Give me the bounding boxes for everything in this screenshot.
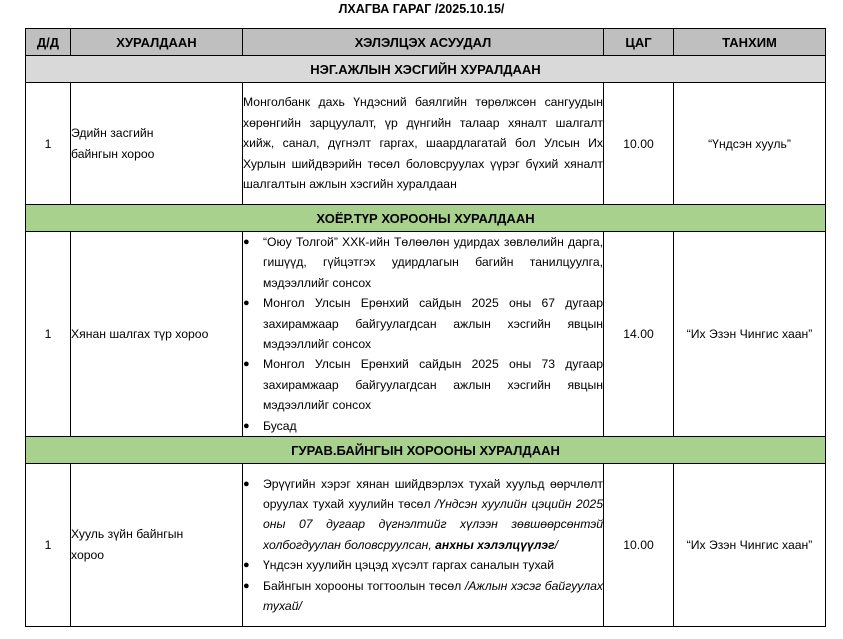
header-room: ТАНХИМ	[674, 29, 826, 56]
agenda-item-note: /Ажлын хэсэг байгуулах тухай/	[263, 578, 604, 614]
bullet-icon: ●	[243, 419, 250, 432]
meeting-name	[71, 464, 243, 627]
table-row	[26, 232, 826, 437]
page-title: ЛХАГВА ГАРАГ /2025.10.15/	[338, 2, 505, 16]
meeting-name-text: Хууль зүйн байнгын хороо	[71, 527, 184, 563]
meeting-time: 10.00	[604, 83, 674, 205]
header-topic: ХЭЛЭЛЦЭХ АСУУДАЛ	[243, 29, 604, 56]
section-header	[26, 205, 826, 232]
agenda-item	[243, 354, 603, 415]
agenda-item-text: “Оюу Толгой” ХХК-ийн Төлөөлөн удирдах зөвлөлийн дарга, гишүүд, гүйцэтгэх удирдлагын багийн танилцуулга, мэдээллийг сонсох	[263, 235, 603, 290]
topic-list	[243, 464, 604, 627]
agenda-item	[243, 555, 603, 575]
agenda-item-text: Монгол Улсын Ерөнхий сайдын 2025 оны 73 дугаар захирамжаар байгуулагдсан ажлын хэсгийн явцын мэдээллийг сонсох	[263, 357, 603, 413]
section-title: ХОЁР.ТҮР ХОРООНЫ ХУРАЛДААН	[26, 205, 826, 232]
row-number: 1	[26, 464, 71, 627]
table-row	[26, 464, 826, 627]
topic-text: Монголбанк дахь Үндэсний баялгийн төрөлжсөн сангуудын хөрөнгийн зарцуулалт, үр дүнгийн талаар хяналт шалгалт хийж, санал, дүгнэлт гаргах, шаардлагатай бол Улсын Их Хурлын шийдвэрийн төсөл боловсруулах үүрэг бүхий хяналт шалгалтын ажлын хэсгийн хуралдаан	[243, 83, 604, 205]
meeting-room: “Их Эзэн Чингис хаан”	[674, 232, 826, 437]
topic-list	[243, 232, 604, 437]
header-time: ЦАГ	[604, 29, 674, 56]
bullet-icon: ●	[243, 477, 250, 490]
meeting-name: Хянан шалгах түр хороо	[71, 232, 243, 437]
meeting-room: “Их Эзэн Чингис хаан”	[674, 464, 826, 627]
section-header	[26, 56, 826, 83]
section-title: НЭГ.АЖЛЫН ХЭСГИЙН ХУРАЛДААН	[26, 56, 826, 83]
bullet-icon: ●	[243, 358, 250, 371]
header-num: Д/Д	[26, 29, 71, 56]
agenda-item-text: Байнгын хорооны тогтоолын төсөл	[263, 578, 465, 593]
agenda-item-text: Бусад	[263, 418, 297, 433]
meeting-name	[71, 83, 243, 205]
agenda-item	[243, 416, 603, 436]
bullet-icon: ●	[243, 297, 250, 310]
meeting-time: 14.00	[604, 232, 674, 437]
agenda-item-text: Эрүүгийн хэрэг хянан шийдвэрлэх тухай хуульд өөрчлөлт оруулах тухай хуулийн төсөл	[263, 476, 603, 512]
agenda-item-text: Монгол Улсын Ерөнхий сайдын 2025 оны 67 дугаар захирамжаар байгуулагдсан ажлын хэсгийн явцын мэдээллийг сонсох	[263, 296, 603, 352]
agenda-item	[243, 232, 603, 293]
agenda-item	[243, 576, 603, 617]
header-row	[26, 29, 826, 56]
agenda-item-text: Үндсэн хуулийн цэцэд хүсэлт гаргах саналын тухай	[263, 558, 555, 573]
meeting-name-text: Эдийн засгийн байнгын хороо	[71, 125, 155, 161]
bullet-icon: ●	[243, 579, 250, 592]
meeting-time: 10.00	[604, 464, 674, 627]
schedule-table	[25, 28, 826, 627]
header-meeting: ХУРАЛДААН	[71, 29, 243, 56]
section-title: ГУРАВ.БАЙНГЫН ХОРООНЫ ХУРАЛДААН	[26, 437, 826, 464]
agenda-item-note: /Үндсэн хуулийн цэцийн 2025 оны 07 дугаар дүгнэлтийг хүлээн зөвшөөрсөнтэй холбогдуулан боловсруулсан,	[263, 497, 603, 552]
row-number: 1	[26, 83, 71, 205]
table-row	[26, 83, 826, 205]
agenda-item-stage: анхны хэлэлцүүлэг	[435, 537, 555, 552]
agenda-item	[243, 474, 603, 556]
row-number: 1	[26, 232, 71, 437]
bullet-icon: ●	[243, 559, 250, 572]
section-header	[26, 437, 826, 464]
agenda-item	[243, 293, 603, 354]
agenda-item-note-end: /	[554, 537, 559, 552]
meeting-room: “Үндсэн хууль”	[674, 83, 826, 205]
bullet-icon: ●	[243, 236, 250, 248]
